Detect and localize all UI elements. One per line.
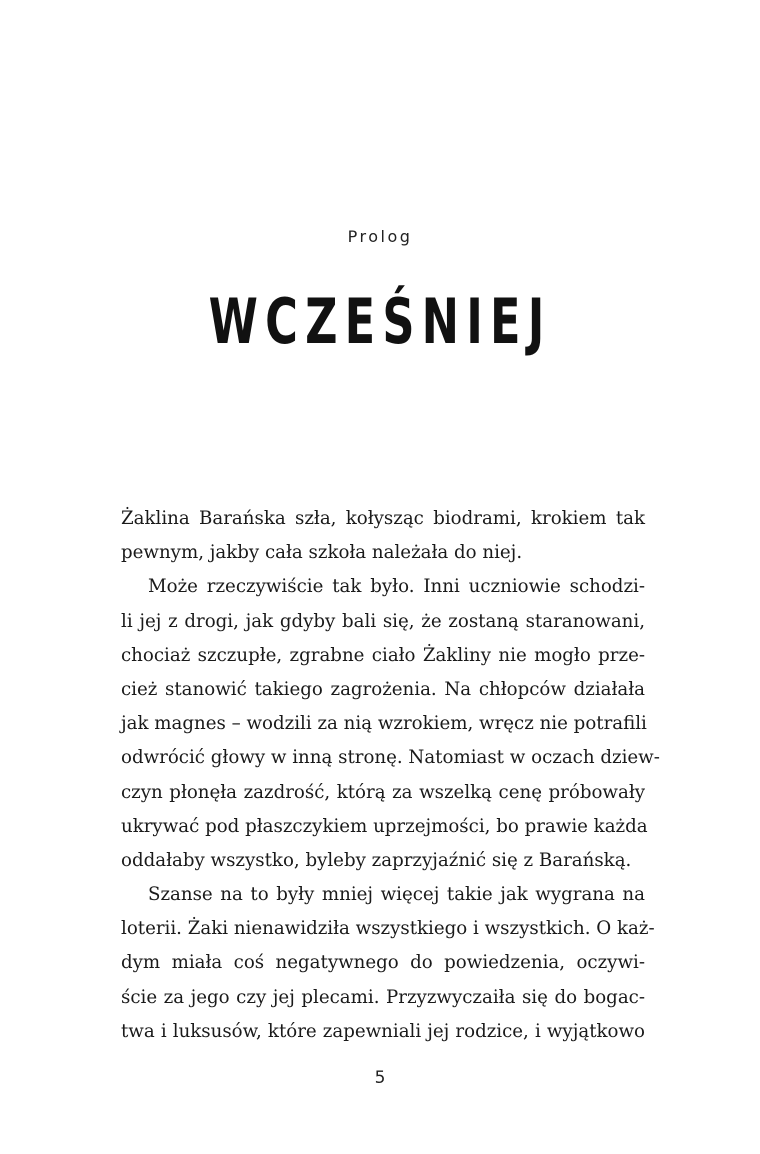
text-line: ście za jego czy jej plecami. Przyzwyczaiła się do bogac-: [121, 986, 645, 1008]
text-line: li jej z drogi, jak gdyby bali się, że zostaną staranowani,: [121, 610, 645, 632]
text-line: Może rzeczywiście tak było. Inni uczniowie schodzi-: [148, 576, 645, 598]
text-line: loterii. Żaki nienawidziła wszystkiego i wszystkich. O każ-: [121, 918, 655, 940]
chapter-label: Prolog: [347, 227, 413, 246]
body-text: [121, 502, 660, 1049]
text-line: czyn płonęła zazdrość, którą za wszelką cenę próbowały: [121, 781, 645, 803]
text-line: Szanse na to były mniej więcej takie jak wygrana na: [148, 884, 645, 906]
text-line: cież stanowić takiego zagrożenia. Na chłopców działała: [121, 678, 645, 700]
chapter-title: [0, 272, 760, 372]
text-line: dym miała coś negatywnego do powiedzenia, oczywi-: [121, 952, 645, 974]
text-line: jak magnes – wodzili za nią wzrokiem, wręcz nie potrafili: [121, 713, 647, 735]
text-line: ukrywać pod płaszczykiem uprzejmości, bo prawie każda: [121, 815, 648, 837]
text-line: oddałaby wszystko, byleby zaprzyjaźnić się z Barańską.: [121, 849, 632, 871]
page-number: 5: [374, 1068, 386, 1088]
text-line: Żaklina Barańska szła, kołysząc biodrami, krokiem tak: [121, 508, 645, 529]
text-line: odwrócić głowy w inną stronę. Natomiast w oczach dziew-: [121, 747, 660, 769]
text-line: twa i luksusów, które zapewniali jej rodzice, i wyjątkowo: [121, 1020, 645, 1042]
text-line: pewnym, jakby cała szkoła należała do niej.: [121, 542, 523, 564]
text-line: chociaż szczupłe, zgrabne ciało Żakliny nie mogło prze-: [121, 644, 645, 666]
chapter-title-text: WCZEŚNIEJ: [208, 285, 552, 358]
